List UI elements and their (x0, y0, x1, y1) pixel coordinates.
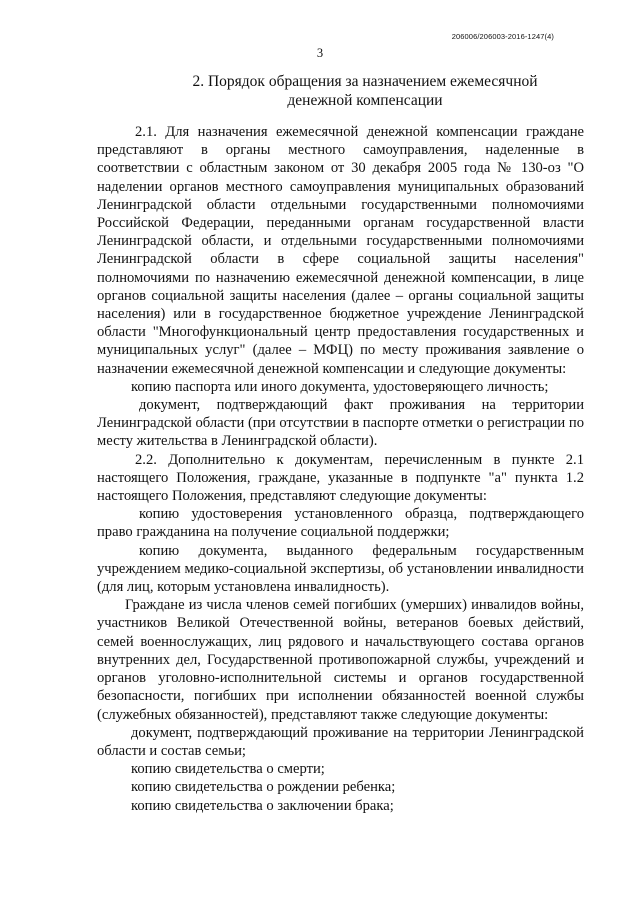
list-item-disability: копию документа, выданного федеральным государственным учреждением медико-социальной экспертизы, об установлении инвалидности (для лиц, которым установлена инвалидность). (97, 542, 584, 596)
document-body (97, 123, 584, 815)
list-item-certificate: копию удостоверения установленного образца, подтверждающего право гражданина на получение социальной поддержки; (97, 506, 584, 541)
page-number: 3 (316, 46, 324, 60)
document-code: 206006/206003-2016-1247(4) (451, 32, 554, 41)
list-item-marriage-certificate: копию свидетельства о заключении брака; (131, 797, 394, 814)
paragraph-2-2: 2.2. Дополнительно к документам, перечисленным в пункте 2.1 настоящего Положения, граждане, указанные в подпункте "а" пункта 1.2 настоящего Положения, представляют следующие документы: (97, 451, 584, 505)
list-item-birth-certificate: копию свидетельства о рождении ребенка; (131, 779, 396, 796)
section-heading-line-1: 2. Порядок обращения за назначением ежемесячной (192, 73, 538, 90)
list-item-death-certificate: копию свидетельства о смерти; (131, 761, 325, 778)
section-heading-line-2: денежной компенсации (287, 92, 443, 109)
paragraph-2-1: 2.1. Для назначения ежемесячной денежной компенсации граждане представляют в органы местного самоуправления, наделенные в соответствии с областным законом от 30 декабря 2005 года № 130-оз "О наделении органов местного самоуправления муниципальных образований Ленинградской области отдельными государственными полномочиями Российской Федерации, переданными органам государственной власти Ленинградской области, и отдельными государственными полномочиями Ленинградской области в сфере социальной защиты населения" полномочиями по назначению ежемесячной денежной компенсации, в лице органов социальной защиты населения (далее – органы социальной защиты населения) или в государственное бюджетное учреждение Ленинградской области "Многофункциональный центр предоставления государственных и муниципальных услуг" (далее – МФЦ) по месту проживания заявление о назначении ежемесячной денежной компенсации и следующие документы: (97, 124, 584, 377)
list-item-family-composition: документ, подтверждающий проживание на территории Ленинградской области и состав семьи; (97, 724, 584, 759)
paragraph-family-members: Граждане из числа членов семей погибших (умерших) инвалидов войны, участников Великой Отечественной войны, ветеранов боевых действий, семей военнослужащих, лиц рядового и начальствующего состава органов внутренних дел, Государственной противопожарной службы, учреждений и органов уголовно-исполнительной системы и органов государственной безопасности, погибших при исполнении обязанностей военной службы (служебных обязанностей), представляют также следующие документы: (97, 597, 584, 723)
section-heading (150, 72, 580, 110)
list-item-residence: документ, подтверждающий факт проживания на территории Ленинградской области (при отсутствии в паспорте отметки о регистрации по месту жительства в Ленинградской области). (97, 397, 584, 450)
list-item-passport: копию паспорта или иного документа, удостоверяющего личность; (131, 378, 549, 395)
